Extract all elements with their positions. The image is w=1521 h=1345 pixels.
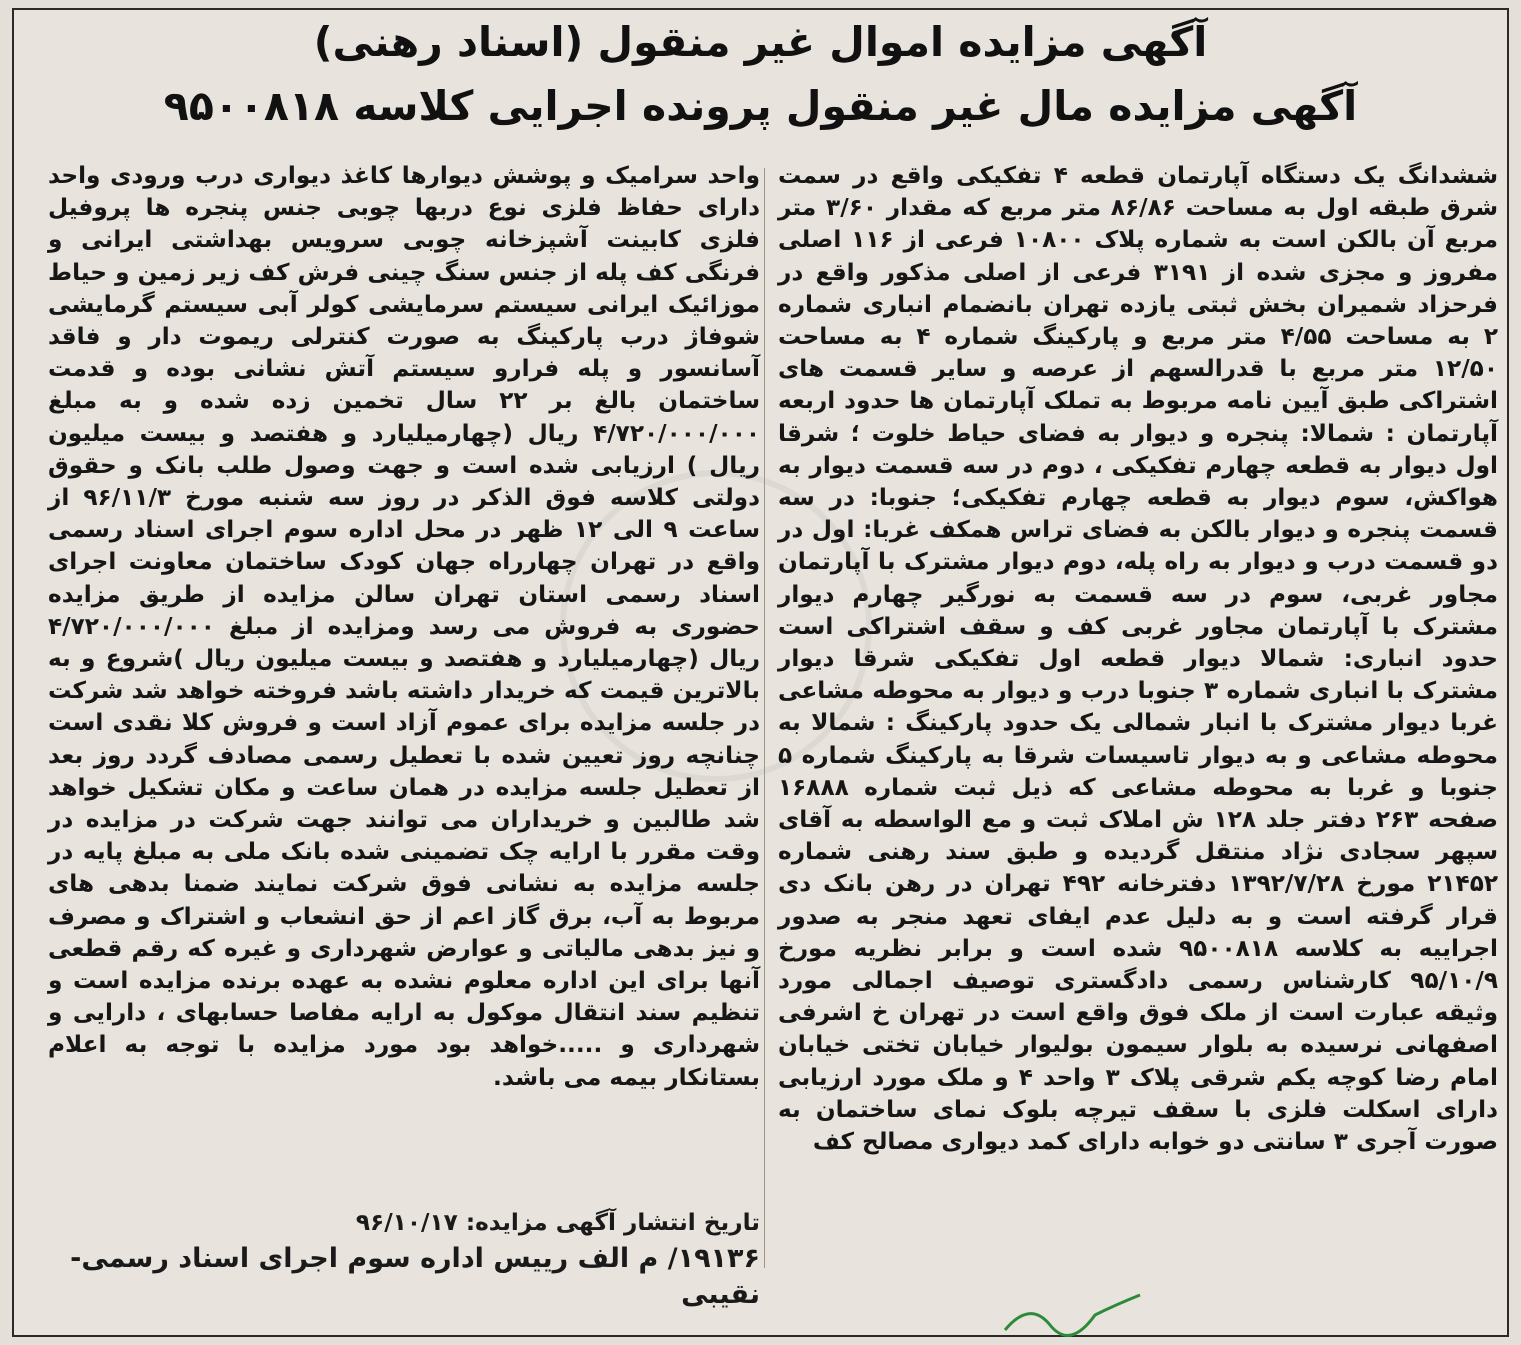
- right-column: [778, 160, 1498, 1260]
- pen-mark: [1000, 1290, 1150, 1345]
- right-column-text: ششدانگ یک دستگاه آپارتمان قطعه ۴ تفکیکی واقع در سمت شرق طبقه اول به مساحت ۸۶/۸۶ متر مربع که مقدار ۳/۶۰ متر مربع آن بالکن است به شماره پلاک ۱۰۸۰۰ فرعی از ۱۱۶ اصلی مفروز و مجزی شده از ۳۱۹۱ فرعی از اصلی مذکور واقع در فرحزاد شمیران بخش ثبتی یازده تهران بانضمام انباری شماره ۲ به مساحت ۴/۵۵ متر مربع و پارکینگ شماره ۴ به مساحت ۱۲/۵۰ متر مربع با قدرالسهم از عرصه و سایر قسمت های اشتراکی طبق آیین نامه مربوط به تملک آپارتمان ها حدود اربعه آپارتمان : شمالا: پنجره و دیوار به فضای حیاط خلوت ؛ شرقا اول دیوار به قطعه چهارم تفکیکی ، دوم در سه قسمت دیوار به هواکش، سوم دیوار به قطعه چهارم تفکیکی؛ جنوبا: در سه قسمت پنجره و دیوار بالکن به فضای تراس همکف غربا: اول در دو قسمت درب و دیوار به راه پله، دوم دیوار مشترک با آپارتمان مجاور غربی، سوم در سه قسمت به نورگیر چهارم دیوار مشترک با آپارتمان مجاور غربی کف و سقف اشتراکی است حدود انباری: شمالا دیوار قطعه اول تفکیکی شرقا دیوار مشترک با انباری شماره ۳ جنوبا درب و دیوار به محوطه مشاعی غربا دیوار مشترک با انبار شمالی یک حدود پارکینگ : شمالا به محوطه مشاعی و به دیوار تاسیسات شرقا به پارکینگ شماره ۵ جنوبا و غربا به محوطه مشاعی که ذیل ثبت شماره ۱۶۸۸۸ صفحه ۲۶۳ دفتر جلد ۱۲۸ ش املاک ثبت و مع الواسطه به آقای سپهر سجادی نژاد منتقل گردیده و طبق سند رهنی شماره ۲۱۴۵۲ مورخ ۱۳۹۲/۷/۲۸ دفترخانه ۴۹۲ تهران در رهن بانک دی قرار گرفته است و به دلیل عدم ایفای تعهد منجر به صدور اجراییه به کلاسه ۹۵۰۰۸۱۸ شده است و برابر نظریه مورخ ۹۵/۱۰/۹ کارشناس رسمی دادگستری توصیف اجمالی مورد وثیقه عبارت است از ملک فوق واقع است در تهران خ اشرفی اصفهانی نرسیده به بلوار سیمون بولیوار خیابان تختی خیابان امام رضا کوچه یکم شرقی پلاک ۳ واحد ۴ و ملک مورد ارزیابی دارای اسکلت فلزی با سقف تیرچه بلوک نمای ساختمان به صورت آجری ۳ سانتی دو خوابه دارای کمد دیواری مصالح کف: [778, 162, 1499, 1156]
- publication-date: تاریخ انتشار آگهی مزایده: ۹۶/۱۰/۱۷: [355, 1209, 760, 1236]
- main-title: آگهی مزایده اموال غیر منقول (اسناد رهنی): [313, 18, 1208, 66]
- left-column: [48, 160, 760, 1208]
- sub-title: آگهی مزایده مال غیر منقول پرونده اجرایی کلاسه ۹۵۰۰۸۱۸: [163, 82, 1358, 130]
- left-column-text: واحد سرامیک و پوشش دیوارها کاغذ دیواری درب ورودی واحد دارای حفاظ فلزی نوع دربها چوبی جنس پنجره ها پروفیل فلزی کابینت آشپزخانه چوبی سرویس بهداشتی ایرانی و فرنگی کف پله از جنس سنگ چینی فرش کف زیر زمین و حیاط موزائیک ایرانی سیستم سرمایشی کولر آبی سیستم گرمایشی شوفاژ درب پارکینگ به صورت کنترلی ریموت دار و فاقد آسانسور و پله فرارو سیستم آتش نشانی بوده و قدمت ساختمان بالغ بر ۲۲ سال تخمین زده شده و به مبلغ ۴/۷۲۰/۰۰۰/۰۰۰ ریال (چهارمیلیارد و هفتصد و بیست میلیون ریال ) ارزیابی شده است و جهت وصول طلب بانک و حقوق دولتی کلاسه فوق الذکر در روز سه شنبه مورخ ۹۶/۱۱/۳ از ساعت ۹ الی ۱۲ ظهر در محل اداره سوم اجرای اسناد رسمی واقع در تهران چهارراه جهان کودک ساختمان معاونت اجرای اسناد رسمی استان تهران سالن مزایده از طریق مزایده حضوری به فروش می رسد ومزایده از مبلغ ۴/۷۲۰/۰۰۰/۰۰۰ ریال (چهارمیلیارد و هفتصد و بیست میلیون ریال )شروع و به بالاترین قیمت که خریدار داشته باشد فروخته خواهد شد شرکت در جلسه مزایده برای عموم آزاد است و فروش کلا نقدی است چنانچه روز تعیین شده با تعطیل رسمی مصادف گردد روز بعد از تعطیل جلسه مزایده در همان ساعت و مکان تشکیل خواهد شد طالبین و خریداران می توانند جهت شرکت در مزایده در وقت مقرر با ارایه چک تضمینی شده بانک ملی به مبلغ پایه در جلسه مزایده به نشانی فوق شرکت نمایند ضمنا بدهی های مربوط به آب، برق گاز اعم از حق انشعاب و اشتراک و مصرف و نیز بدهی مالیاتی و عوارض شهرداری و غیره که رقم قطعی آنها برای این اداره معلوم نشده به عهده برنده مزایده است و تنظیم سند انتقال موکول به ارایه مفاصا حسابهای ، دارایی و شهرداری و .....خواهد بود مورد مزایده با توجه به اعلام بستانکار بیمه می باشد.: [48, 162, 761, 1091]
- signature-line: ۱۹۱۳۶/ م الف رییس اداره سوم اجرای اسناد رسمی- نقیبی: [70, 1243, 760, 1310]
- column-divider: [764, 168, 765, 1268]
